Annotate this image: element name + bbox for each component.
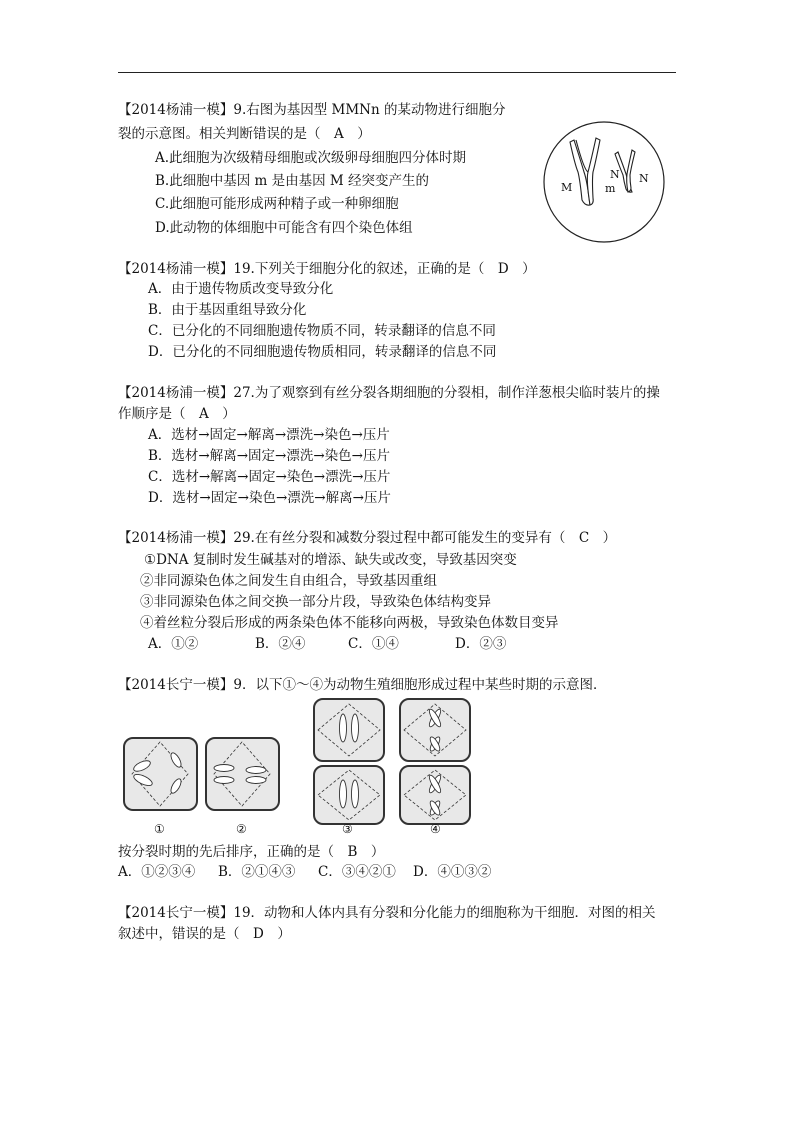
label-N-right: N — [639, 172, 649, 185]
q1-option-d: D.此动物的体细胞中可能含有四个染色体组 — [155, 220, 413, 236]
figure-4-label: ④ — [430, 822, 441, 836]
figure-4-cells — [400, 699, 470, 836]
q5-option-b: B．②①④③ — [218, 864, 296, 880]
q4-stem: 【2014杨浦一模】29.在有丝分裂和减数分裂过程中都可能发生的变异有（ C ） — [118, 530, 617, 546]
figure-3-cells — [314, 699, 384, 836]
q2-option-d: D．已分化的不同细胞遗传物质相同，转录翻译的信息不同 — [148, 344, 497, 360]
q4-option-b: B．②④ — [255, 636, 306, 652]
q3-option-a: A．选材→固定→解离→漂洗→染色→压片 — [148, 427, 390, 443]
q2-option-a: A．由于遗传物质改变导致分化 — [148, 281, 334, 297]
q6-stem-line1: 【2014长宁一模】19．动物和人体内具有分裂和分化能力的细胞称为干细胞．对图的相关 — [118, 905, 656, 921]
q1-stem-line2: 裂的示意图。相关判断错误的是（ A ） — [118, 126, 371, 142]
label-N-left: N — [610, 168, 620, 181]
q1-stem-line1: 【2014杨浦一模】9.右图为基因型 MMNn 的某动物进行细胞分 — [118, 102, 506, 118]
q5-question: 按分裂时期的先后排序，正确的是（ B ） — [118, 844, 385, 860]
q6-stem-line2: 叙述中，错误的是（ D ） — [118, 926, 291, 942]
q3-stem-line2: 作顺序是（ A ） — [118, 406, 236, 422]
q1-option-c: C.此细胞可能形成两种精子或一种卵细胞 — [155, 196, 399, 212]
q4-item-3: ③非同源染色体之间交换一部分片段，导致染色体结构变异 — [140, 594, 491, 610]
q4-option-c: C．①④ — [348, 636, 399, 652]
q4-item-2: ②非同源染色体之间发生自由组合，导致基因重组 — [140, 573, 437, 589]
q4-option-d: D．②③ — [455, 636, 507, 652]
q2-option-c: C．已分化的不同细胞遗传物质不同，转录翻译的信息不同 — [148, 323, 496, 339]
q2-option-b: B．由于基因重组导致分化 — [148, 302, 307, 318]
q2-stem: 【2014杨浦一模】19.下列关于细胞分化的叙述，正确的是（ D ） — [118, 261, 536, 277]
chromosome-pair-left — [570, 138, 600, 205]
label-m: m — [605, 182, 616, 195]
q3-stem-line1: 【2014杨浦一模】27.为了观察到有丝分裂各期细胞的分裂相，制作洋葱根尖临时装片的操 — [118, 385, 660, 401]
figure-2-label: ② — [236, 822, 247, 836]
label-M: M — [561, 181, 573, 194]
figure-3-label: ③ — [342, 822, 353, 836]
q5-option-c: C．③④②① — [318, 864, 396, 880]
q3-option-d: D．选材→固定→染色→漂洗→解离→压片 — [148, 490, 391, 506]
q3-option-b: B．选材→解离→固定→漂洗→染色→压片 — [148, 448, 390, 464]
q4-option-a: A．①② — [148, 636, 199, 652]
header-rule — [118, 72, 676, 73]
q3-option-c: C．选材→解离→固定→染色→漂洗→压片 — [148, 469, 391, 485]
q4-item-1: ①DNA 复制时发生碱基对的增添、缺失或改变，导致基因突变 — [144, 552, 517, 568]
q1-option-b: B.此细胞中基因 m 是由基因 M 经突变产生的 — [155, 173, 430, 189]
q5-cell-diagrams — [118, 696, 488, 836]
q1-cell-diagram — [536, 120, 672, 244]
figure-1-cell — [124, 738, 197, 836]
q4-item-4: ④着丝粒分裂后形成的两条染色体不能移向两极，导致染色体数目变异 — [140, 615, 559, 631]
q5-stem: 【2014长宁一模】9．以下①～④为动物生殖细胞形成过程中某些时期的示意图． — [118, 677, 607, 693]
figure-1-label: ① — [154, 822, 165, 836]
q1-option-a: A.此细胞为次级精母细胞或次级卵母细胞四分体时期 — [155, 150, 467, 166]
figure-2-cell — [206, 738, 279, 836]
q5-option-d: D．④①③② — [413, 864, 492, 880]
q5-option-a: A．①②③④ — [118, 864, 196, 880]
